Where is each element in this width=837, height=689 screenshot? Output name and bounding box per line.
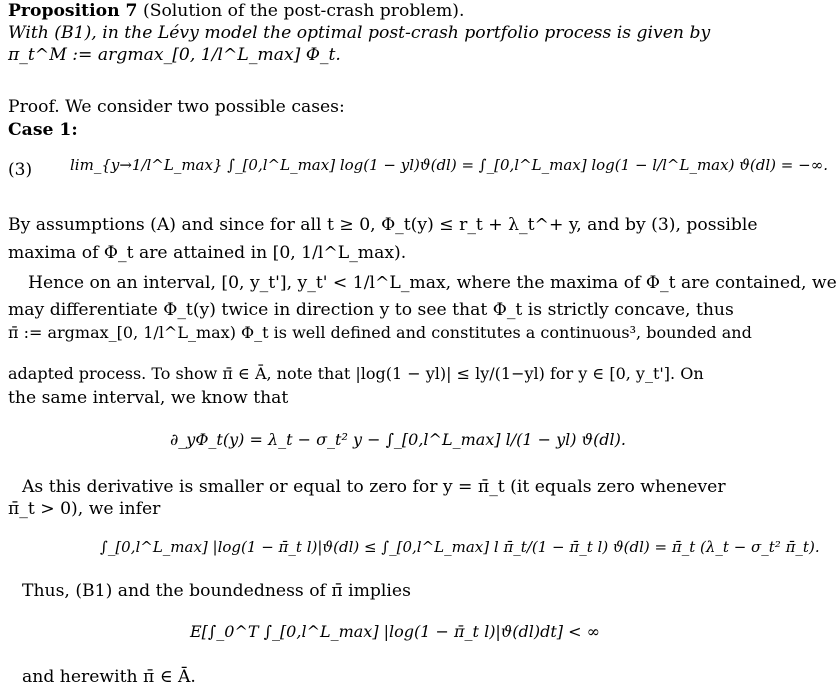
proposition-description: (Solution of the post-crash problem). [142,1,465,21]
text-line-14: As this derivative is smaller or equal to zero for y = π̄_t (it equals zero whenever [22,477,726,497]
text-line-10: π̄ := argmax_[0, 1/l^L_max) Φ_t is well defined and constitutes a continuous³, bounded and [8,323,752,342]
statement-line-2 [8,44,341,66]
text-line-15: π̄_t > 0), we infer [8,499,161,519]
case-heading: Case 1: [8,120,78,140]
equation-3: lim_{y→1/l^L_max} ∫_[0,l^L_max] log(1 − yl)ϑ(dl) = ∫_[0,l^L_max] log(1 − l/l^L_max) ϑ(dl) = −∞. [70,156,828,174]
proposition-label: Proposition 7 [8,1,138,21]
integral-inequality: ∫_[0,l^L_max] |log(1 − π̄_t l)|ϑ(dl) ≤ ∫_[0,l^L_max] l π̄_t/(1 − π̄_t l) ϑ(dl) = π̄_t (λ_t − σ_t² π̄_t). [100,538,820,556]
text-line-6: By assumptions (A) and since for all t ≥ 0, Φ_t(y) ≤ r_t + λ_t^+ y, and by (3), possible [8,215,758,235]
statement-formula: π_t^M := argmax_[0, 1/l^L_max] Φ_t. [8,45,341,65]
text-line-7: maxima of Φ_t are attained in [0, 1/l^L_max). [8,243,407,263]
text-line-12: the same interval, we know that [8,388,289,408]
text-line-11: adapted process. To show π̄ ∈ Ā, note that |log(1 − yl)| ≤ ly/(1−yl) for y ∈ [0, y_t']. On [8,364,704,383]
text-line-8: Hence on an interval, [0, y_t'], y_t' < 1/l^L_max, where the maxima of Φ_t are contained, we [28,273,837,293]
text-line-17: Thus, (B1) and the boundedness of π̄ implies [22,581,411,601]
expectation-bound: E[∫_0^T ∫_[0,l^L_max] |log(1 − π̄_t l)|ϑ(dl)dt] < ∞ [190,622,600,641]
text-line-9: may differentiate Φ_t(y) twice in direction y to see that Φ_t is strictly concave, thus [8,300,734,320]
proof-intro: Proof. We consider two possible cases: [8,97,345,117]
proposition-heading [8,0,464,22]
equation-number: (3) [8,160,33,180]
derivative-equation: ∂_yΦ_t(y) = λ_t − σ_t² y − ∫_[0,l^L_max] l/(1 − yl) ϑ(dl). [170,430,626,449]
statement-line-1: With (B1), in the Lévy model the optimal post-crash portfolio process is given by [8,23,711,43]
text-line-19: and herewith π̄ ∈ Ā. [22,667,196,687]
